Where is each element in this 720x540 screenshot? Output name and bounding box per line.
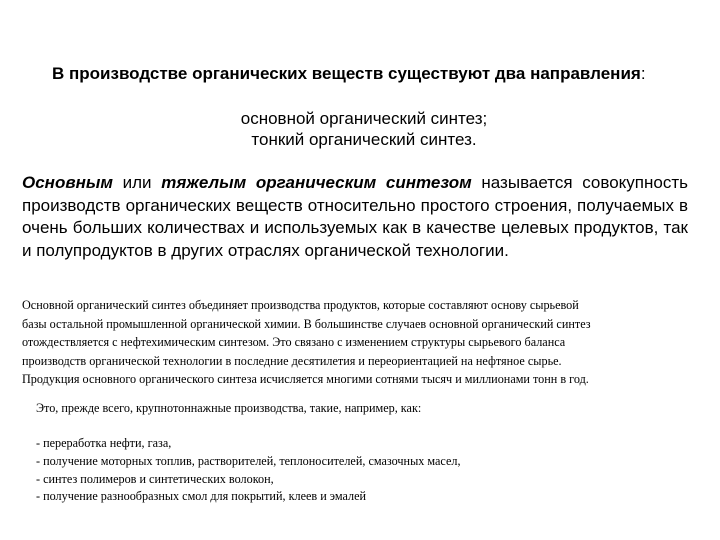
heading-colon: : <box>640 64 646 83</box>
paragraph-line: отождествляется с нефтехимическим синтезом. Это связано с изменением структуры сырьевого баланса <box>22 335 566 350</box>
list-item: - синтез полимеров и синтетических волокон, <box>36 471 274 486</box>
list-item: - получение моторных топлив, растворителей, теплоносителей, смазочных масел, <box>36 453 461 468</box>
paragraph-line: Основной органический синтез объединяет производства продуктов, которые составляют основу сырьевой <box>22 298 579 312</box>
definition-term-primary: Основным <box>22 173 113 192</box>
direction-item: тонкий органический синтез. <box>251 130 477 149</box>
directions-list <box>0 108 720 150</box>
slide-heading <box>52 64 712 84</box>
list-item: - переработка нефти, газа, <box>36 436 172 450</box>
paragraph-line: Продукция основного органического синтеза исчисляется многими сотнями тысяч и миллионами тонн в год. <box>22 372 589 387</box>
list-item: - получение разнообразных смол для покрытий, клеев и эмалей <box>36 489 367 504</box>
description-paragraph <box>22 296 682 389</box>
definition-term-secondary: тяжелым органическим синтезом <box>161 173 472 192</box>
examples-list <box>36 435 461 506</box>
definition-body: называется совокупность производств органических веществ относительно простого строения, получаемых в очень больших количествах и используемых как в качестве целевых продуктов, так и полупродуктов в других отраслях органической технологии. <box>22 173 688 260</box>
heading-text: В производстве органических веществ существуют два направления <box>52 64 641 83</box>
definition-paragraph <box>22 172 688 262</box>
paragraph-line: базы остальной промышленной органической химии. В большинстве случаев основной органический синтез <box>22 316 591 331</box>
definition-or: или <box>122 173 152 192</box>
direction-item: основной органический синтез; <box>240 109 488 128</box>
paragraph-line: производств органической технологии в последние десятилетия и переориентацией на нефтяное сырье. <box>22 353 562 368</box>
examples-intro: Это, прежде всего, крупнотоннажные производства, такие, например, как: <box>36 401 422 415</box>
